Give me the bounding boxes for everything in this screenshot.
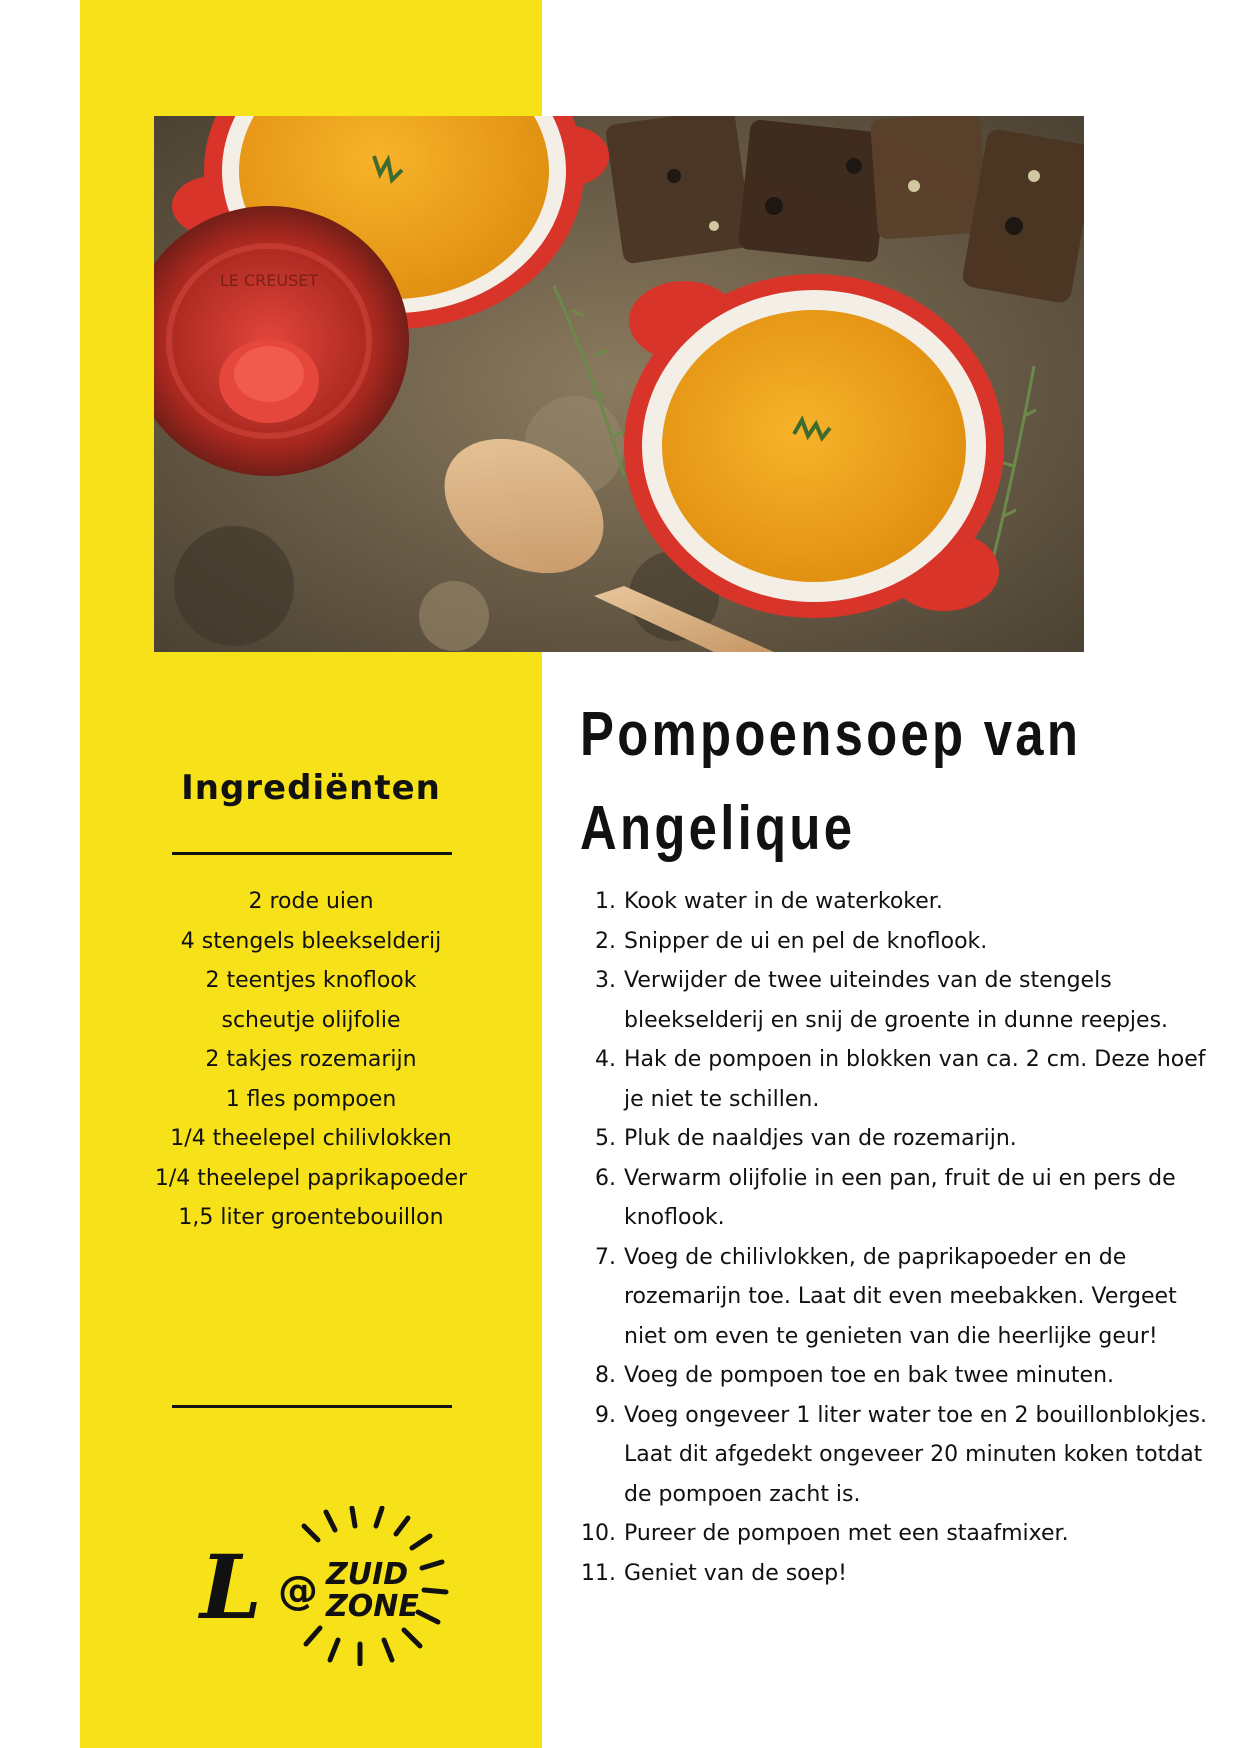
step-text: Voeg de chilivlokken, de paprikapoeder en de rozemarijn toe. Laat dit even meebakken. Vergeet niet om even te genieten van die heerlijke geur!	[624, 1244, 1177, 1349]
step-text: Hak de pompoen in blokken van ca. 2 cm. Deze hoef je niet te schillen.	[624, 1047, 1206, 1112]
ingredients-bottom-divider	[172, 1405, 452, 1408]
logo-line-1: ZUID	[326, 1557, 409, 1592]
instruction-step	[580, 922, 1210, 962]
step-number: 5.	[595, 1126, 616, 1151]
instruction-step	[580, 1159, 1210, 1238]
step-number: 3.	[595, 968, 616, 993]
step-text: Verwarm olijfolie in een pan, fruit de ui en pers de knoflook.	[624, 1165, 1176, 1230]
step-number: 1.	[595, 889, 616, 914]
step-number: 6.	[595, 1165, 616, 1191]
lid-brand-text: LE CREUSET	[219, 271, 319, 290]
ingredient-item: scheutje olijfolie	[221, 1007, 401, 1033]
step-number: 10.	[581, 1521, 616, 1546]
step-text: Snipper de ui en pel de knoflook.	[624, 928, 988, 954]
ingredients-list	[80, 882, 542, 1238]
monogram-text: L	[200, 1535, 262, 1639]
ingredient-item: 1/4 theelepel paprikapoeder	[154, 1165, 468, 1191]
recipe-title: Pompoensoep van Angelique	[580, 700, 1082, 863]
soup-photo-illustration	[154, 116, 1084, 652]
instruction-step	[580, 882, 1210, 922]
ingredient-item: 4 stengels bleekselderij	[180, 928, 442, 954]
instruction-step	[580, 1119, 1210, 1159]
step-text: Kook water in de waterkoker.	[624, 889, 943, 914]
ingredients-heading: Ingrediënten	[181, 768, 441, 808]
step-text: Pureer de pompoen met een staafmixer.	[624, 1521, 1069, 1546]
zuidzone-logo	[180, 1506, 450, 1666]
ingredient-item: 1,5 liter groentebouillon	[178, 1205, 444, 1230]
instruction-step	[580, 1514, 1210, 1554]
logo-at-sign: @	[278, 1568, 318, 1614]
instruction-step	[580, 1396, 1210, 1515]
ingredient-item: 2 rode uien	[248, 889, 374, 914]
instruction-step	[580, 961, 1210, 1040]
step-text: Voeg de pompoen toe en bak twee minuten.	[624, 1363, 1115, 1388]
instruction-step	[580, 1554, 1210, 1594]
ingredient-item: 1 fles pompoen	[225, 1086, 397, 1112]
step-number: 7.	[595, 1244, 616, 1270]
step-number: 4.	[595, 1047, 616, 1072]
step-number: 11.	[581, 1560, 616, 1586]
step-text: Verwijder de twee uiteindes van de stengels bleekselderij en snij de groente in dunne reepjes.	[624, 968, 1169, 1033]
step-number: 8.	[595, 1363, 616, 1388]
instruction-step	[580, 1356, 1210, 1396]
logo-graphic	[180, 1506, 450, 1666]
step-text: Geniet van de soep!	[624, 1560, 847, 1586]
ingredients-top-divider	[172, 852, 452, 855]
ingredient-item: 1/4 theelepel chilivlokken	[170, 1126, 452, 1151]
instruction-step	[580, 1040, 1210, 1119]
ingredient-item: 2 teentjes knoflook	[205, 968, 417, 993]
step-number: 2.	[595, 928, 616, 954]
logo-line-2: ZONE	[326, 1589, 419, 1624]
pot-right	[624, 274, 1004, 618]
instruction-step	[580, 1238, 1210, 1357]
step-text: Pluk de naaldjes van de rozemarijn.	[624, 1126, 1017, 1151]
step-number: 9.	[595, 1402, 616, 1428]
step-text: Voeg ongeveer 1 liter water toe en 2 bouillonblokjes. Laat dit afgedekt ongeveer 20 minuten koken totdat de pompoen zacht is.	[624, 1402, 1207, 1507]
ingredient-item: 2 takjes rozemarijn	[205, 1047, 417, 1072]
instructions-list	[580, 882, 1210, 1593]
hero-photo	[154, 116, 1084, 652]
